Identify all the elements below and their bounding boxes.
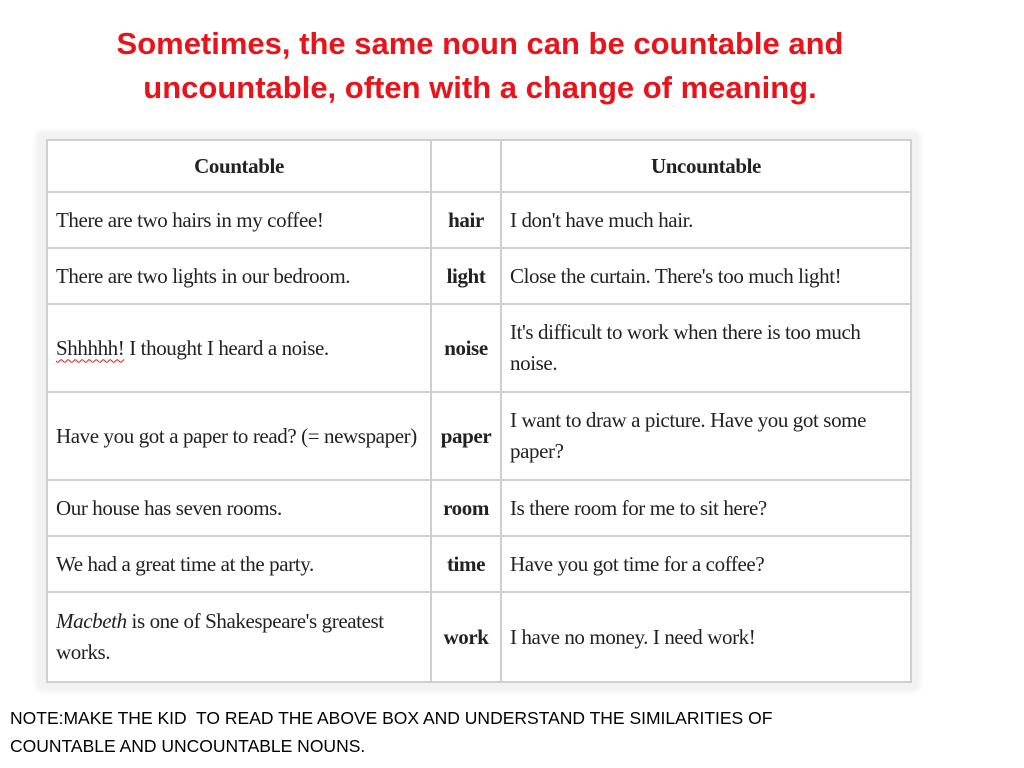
countable-example: Have you got a paper to read? (= newspaper) bbox=[47, 392, 431, 480]
noun-cell: work bbox=[431, 592, 501, 682]
italic-title: Macbeth bbox=[56, 609, 127, 633]
countable-example: There are two hairs in my coffee! bbox=[47, 192, 431, 248]
uncountable-example: I have no money. I need work! bbox=[501, 592, 911, 682]
noun-cell: time bbox=[431, 536, 501, 592]
noun-cell: hair bbox=[431, 192, 501, 248]
noun-cell: light bbox=[431, 248, 501, 304]
uncountable-example: Close the curtain. There's too much light! bbox=[501, 248, 911, 304]
countable-example bbox=[47, 304, 431, 392]
countable-example: We had a great time at the party. bbox=[47, 536, 431, 592]
countable-example-rest: I thought I heard a noise. bbox=[124, 335, 329, 360]
slide-title-line-2: uncountable, often with a change of meaning. bbox=[143, 70, 817, 105]
uncountable-example: I don't have much hair. bbox=[501, 192, 911, 248]
teacher-note-line-2: COUNTABLE AND UNCOUNTABLE NOUNS. bbox=[10, 736, 366, 756]
noun-cell: room bbox=[431, 480, 501, 536]
countable-example-rest: is one of Shakespeare's greatest works. bbox=[56, 609, 384, 664]
noun-table-frame bbox=[38, 133, 918, 689]
table-row-time bbox=[47, 536, 911, 592]
table-row-paper bbox=[47, 392, 911, 480]
noun-table bbox=[46, 139, 912, 683]
teacher-note bbox=[10, 704, 1010, 760]
noun-cell: paper bbox=[431, 392, 501, 480]
header-noun bbox=[431, 140, 501, 192]
uncountable-example: It's difficult to work when there is too much noise. bbox=[501, 304, 911, 392]
table-header-row bbox=[47, 140, 911, 192]
table-row-hair bbox=[47, 192, 911, 248]
countable-example: Our house has seven rooms. bbox=[47, 480, 431, 536]
table-row-light bbox=[47, 248, 911, 304]
spellcheck-underlined-word: Shhhhh! bbox=[56, 335, 125, 360]
teacher-note-line-1: NOTE:MAKE THE KID TO READ THE ABOVE BOX AND UNDERSTAND THE SIMILARITIES OF bbox=[10, 708, 773, 728]
countable-example bbox=[47, 592, 431, 682]
countable-example: There are two lights in our bedroom. bbox=[47, 248, 431, 304]
uncountable-example: I want to draw a picture. Have you got some paper? bbox=[501, 392, 911, 480]
table-row-noise bbox=[47, 304, 911, 392]
noun-cell: noise bbox=[431, 304, 501, 392]
header-uncountable: Uncountable bbox=[501, 140, 911, 192]
uncountable-example: Is there room for me to sit here? bbox=[501, 480, 911, 536]
table-row-work bbox=[47, 592, 911, 682]
slide-title-line-1: Sometimes, the same noun can be countable and bbox=[116, 26, 844, 61]
table-row-room bbox=[47, 480, 911, 536]
uncountable-example: Have you got time for a coffee? bbox=[501, 536, 911, 592]
slide-title bbox=[0, 22, 960, 110]
header-countable: Countable bbox=[47, 140, 431, 192]
